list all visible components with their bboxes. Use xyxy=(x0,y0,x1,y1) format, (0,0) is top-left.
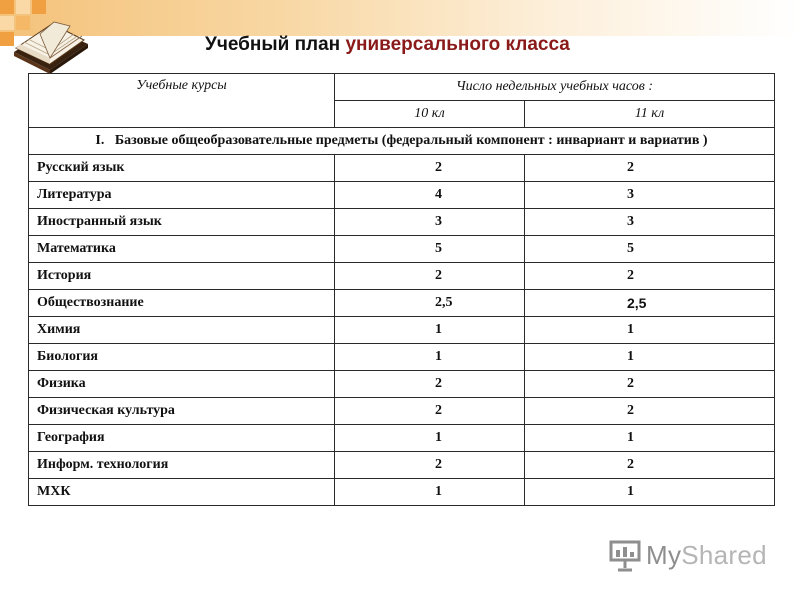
grade11-hours-cell: 2,5 xyxy=(525,290,775,317)
grade10-hours-cell: 2 xyxy=(335,398,525,425)
header-gradient-band xyxy=(0,0,800,36)
grade10-hours-cell: 2 xyxy=(335,155,525,182)
presentation-board-icon xyxy=(608,538,642,572)
table-row xyxy=(29,479,775,506)
subject-cell: Математика xyxy=(29,236,335,263)
watermark-logo xyxy=(608,535,767,575)
subject-cell: Информ. технология xyxy=(29,452,335,479)
title-main: Учебный план xyxy=(205,34,341,55)
subject-cell: Физическая культура xyxy=(29,398,335,425)
watermark-text-my: My xyxy=(646,539,682,570)
subject-cell: Биология xyxy=(29,344,335,371)
subject-cell: Физика xyxy=(29,371,335,398)
grade10-hours-cell: 2 xyxy=(335,452,525,479)
grade11-hours-cell: 2 xyxy=(525,371,775,398)
section-row xyxy=(29,128,775,155)
table-row xyxy=(29,371,775,398)
subject-cell: Литература xyxy=(29,182,335,209)
subject-cell: Обществознание xyxy=(29,290,335,317)
grade10-hours-cell: 2,5 xyxy=(335,290,525,317)
table-row xyxy=(29,182,775,209)
table-header-row xyxy=(29,74,775,101)
table-row xyxy=(29,290,775,317)
subject-cell: Русский язык xyxy=(29,155,335,182)
table-row xyxy=(29,317,775,344)
grade10-hours-cell: 5 xyxy=(335,236,525,263)
curriculum-table xyxy=(28,73,775,506)
table-row xyxy=(29,452,775,479)
section-text: Базовые общеобразовательные предметы (федеральный компонент : инвариант и вариатив ) xyxy=(114,133,708,148)
grade11-hours-cell: 2 xyxy=(525,452,775,479)
grade11-hours-cell: 2 xyxy=(525,155,775,182)
grade11-hours-cell: 1 xyxy=(525,317,775,344)
grade10-hours-cell: 3 xyxy=(335,209,525,236)
grade11-hours-cell: 1 xyxy=(525,425,775,452)
grade10-hours-cell: 1 xyxy=(335,479,525,506)
subject-cell: Химия xyxy=(29,317,335,344)
header-grade11: 11 кл xyxy=(525,101,775,128)
grade11-hours-cell: 1 xyxy=(525,344,775,371)
header-courses: Учебные курсы xyxy=(29,74,335,128)
open-book-icon xyxy=(10,14,92,78)
subject-cell: История xyxy=(29,263,335,290)
grade10-hours-cell: 1 xyxy=(335,425,525,452)
header-grade10: 10 кл xyxy=(335,101,525,128)
section-cell xyxy=(29,128,775,155)
grade10-hours-cell: 1 xyxy=(335,317,525,344)
subject-cell: МХК xyxy=(29,479,335,506)
table-row xyxy=(29,344,775,371)
title-accent: универсального класса xyxy=(345,34,570,55)
table-row xyxy=(29,209,775,236)
grade11-hours-cell: 1 xyxy=(525,479,775,506)
grade11-hours-cell: 2 xyxy=(525,398,775,425)
section-number: I. xyxy=(95,133,105,148)
slide-title xyxy=(205,34,570,56)
table-row xyxy=(29,398,775,425)
table-row xyxy=(29,155,775,182)
subject-cell: География xyxy=(29,425,335,452)
grade10-hours-cell: 2 xyxy=(335,263,525,290)
watermark-text-shared: Shared xyxy=(681,539,767,570)
grade11-hours-cell: 3 xyxy=(525,182,775,209)
table-row xyxy=(29,263,775,290)
grade11-hours-cell: 3 xyxy=(525,209,775,236)
grade11-hours-cell: 2 xyxy=(525,263,775,290)
subject-cell: Иностранный язык xyxy=(29,209,335,236)
grade10-hours-cell: 2 xyxy=(335,371,525,398)
grade10-hours-cell: 1 xyxy=(335,344,525,371)
grade10-hours-cell: 4 xyxy=(335,182,525,209)
table-row xyxy=(29,236,775,263)
grade11-hours-cell: 5 xyxy=(525,236,775,263)
table-body xyxy=(29,155,775,506)
table-row xyxy=(29,425,775,452)
header-hours: Число недельных учебных часов : xyxy=(335,74,775,101)
